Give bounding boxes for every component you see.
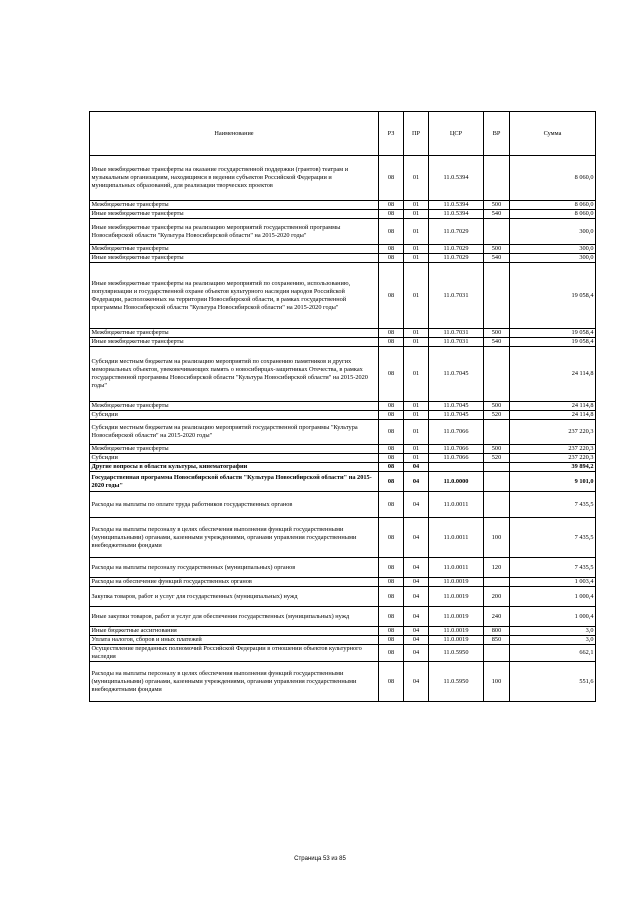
cell-name: Субсидии местным бюджетам на реализацию мероприятий по сохранению памятников и других мемориальных объектов, увековечивающих память о новосибирцах-защитниках Отечества, в рамках государственной программы Новосибирской области "Культура Новосибирской области" на 2015-2020 годы" [90, 347, 379, 402]
cell-name: Закупка товаров, работ и услуг для государственных (муниципальных) нужд [90, 587, 379, 607]
cell-rz: 08 [379, 454, 404, 463]
cell-sum: 19 058,4 [510, 329, 596, 338]
cell-pr: 04 [404, 578, 429, 587]
cell-vr [484, 578, 510, 587]
cell-name: Субсидии местным бюджетам на реализацию мероприятий государственной программы "Культура Новосибирской области" на 2015-2020 годы" [90, 420, 379, 445]
cell-name: Расходы на выплаты персоналу в целях обеспечения выполнения функций государственными (муниципальными) органами, казенными учреждениями, органами управления государственными внебюджетными фондами [90, 662, 379, 702]
cell-csr: 11.0.0019 [429, 607, 484, 627]
cell-pr: 01 [404, 156, 429, 201]
cell-pr: 04 [404, 463, 429, 472]
cell-sum: 7 435,5 [510, 518, 596, 558]
cell-rz: 08 [379, 607, 404, 627]
table-row [90, 420, 596, 445]
cell-pr: 01 [404, 411, 429, 420]
cell-pr: 01 [404, 329, 429, 338]
cell-pr: 04 [404, 662, 429, 702]
cell-sum: 19 058,4 [510, 263, 596, 329]
cell-pr: 01 [404, 445, 429, 454]
cell-csr: 11.0.0019 [429, 587, 484, 607]
cell-vr: 500 [484, 245, 510, 254]
cell-name: Осуществление переданных полномочий Российской Федерации в отношении объектов культурного наследия [90, 645, 379, 662]
cell-sum: 3,0 [510, 627, 596, 636]
cell-sum: 24 114,8 [510, 402, 596, 411]
cell-sum: 1 000,4 [510, 587, 596, 607]
cell-csr: 11.0.7029 [429, 219, 484, 245]
table-row [90, 454, 596, 463]
table-row [90, 156, 596, 201]
cell-pr: 04 [404, 492, 429, 518]
cell-name: Иные межбюджетные трансферты [90, 338, 379, 347]
cell-pr: 04 [404, 472, 429, 492]
cell-vr: 520 [484, 454, 510, 463]
table-row [90, 492, 596, 518]
cell-sum: 551,6 [510, 662, 596, 702]
cell-pr: 01 [404, 338, 429, 347]
cell-name: Государственная программа Новосибирской области "Культура Новосибирской области" на 2015-2020 годы" [90, 472, 379, 492]
page-number: Страница 53 из 85 [294, 856, 346, 862]
cell-name: Субсидии [90, 454, 379, 463]
cell-csr: 11.0.0019 [429, 627, 484, 636]
cell-vr: 540 [484, 338, 510, 347]
cell-vr: 100 [484, 662, 510, 702]
table-row [90, 338, 596, 347]
cell-csr: 11.0.7045 [429, 411, 484, 420]
table-row [90, 607, 596, 627]
cell-sum: 1 003,4 [510, 578, 596, 587]
cell-pr: 01 [404, 245, 429, 254]
cell-pr: 04 [404, 627, 429, 636]
cell-vr: 200 [484, 587, 510, 607]
cell-csr: 11.0.5950 [429, 662, 484, 702]
table-row [90, 645, 596, 662]
cell-pr: 04 [404, 636, 429, 645]
cell-rz: 08 [379, 662, 404, 702]
cell-rz: 08 [379, 156, 404, 201]
cell-csr: 11.0.0019 [429, 578, 484, 587]
cell-csr: 11.0.7066 [429, 420, 484, 445]
cell-vr: 240 [484, 607, 510, 627]
table-row [90, 347, 596, 402]
cell-vr [484, 645, 510, 662]
cell-pr: 01 [404, 254, 429, 263]
cell-sum: 300,0 [510, 219, 596, 245]
cell-vr [484, 263, 510, 329]
table-row [90, 578, 596, 587]
cell-name: Межбюджетные трансферты [90, 329, 379, 338]
cell-name: Межбюджетные трансферты [90, 402, 379, 411]
header-vr: ВР [484, 112, 510, 156]
header-rz: РЗ [379, 112, 404, 156]
cell-name: Расходы на обеспечение функций государственных органов [90, 578, 379, 587]
cell-rz: 08 [379, 636, 404, 645]
cell-rz: 08 [379, 472, 404, 492]
cell-rz: 08 [379, 245, 404, 254]
cell-csr: 11.0.0011 [429, 558, 484, 578]
cell-name: Иные межбюджетные трансферты [90, 210, 379, 219]
cell-csr: 11.0.7031 [429, 329, 484, 338]
cell-rz: 08 [379, 627, 404, 636]
cell-name: Иные закупки товаров, работ и услуг для обеспечения государственных (муниципальных) нужд [90, 607, 379, 627]
table-row [90, 210, 596, 219]
cell-pr: 01 [404, 420, 429, 445]
cell-name: Расходы на выплаты персоналу государственных (муниципальных) органов [90, 558, 379, 578]
cell-pr: 04 [404, 587, 429, 607]
cell-sum: 8 060,0 [510, 201, 596, 210]
table-row [90, 662, 596, 702]
cell-csr: 11.0.7031 [429, 263, 484, 329]
cell-sum: 9 101,0 [510, 472, 596, 492]
cell-vr [484, 463, 510, 472]
cell-csr: 11.0.7066 [429, 445, 484, 454]
cell-name: Расходы на выплаты по оплате труда работников государственных органов [90, 492, 379, 518]
cell-name: Уплата налогов, сборов и иных платежей [90, 636, 379, 645]
cell-name: Иные бюджетные ассигнования [90, 627, 379, 636]
cell-name: Другие вопросы в области культуры, кинематографии [90, 463, 379, 472]
table-row [90, 472, 596, 492]
cell-vr: 540 [484, 210, 510, 219]
cell-sum: 7 435,5 [510, 558, 596, 578]
cell-sum: 7 435,5 [510, 492, 596, 518]
cell-pr: 01 [404, 201, 429, 210]
cell-sum: 237 220,3 [510, 420, 596, 445]
cell-pr: 04 [404, 558, 429, 578]
cell-vr [484, 420, 510, 445]
cell-rz: 08 [379, 518, 404, 558]
cell-vr: 850 [484, 636, 510, 645]
cell-vr [484, 219, 510, 245]
cell-sum: 237 220,3 [510, 445, 596, 454]
cell-pr: 01 [404, 454, 429, 463]
cell-csr: 11.0.7029 [429, 254, 484, 263]
cell-csr: 11.0.0011 [429, 518, 484, 558]
table-row [90, 254, 596, 263]
cell-vr: 500 [484, 445, 510, 454]
cell-vr [484, 156, 510, 201]
cell-csr: 11.0.7066 [429, 454, 484, 463]
table-body [90, 156, 596, 702]
cell-sum: 3,0 [510, 636, 596, 645]
header-csr: ЦСР [429, 112, 484, 156]
cell-rz: 08 [379, 329, 404, 338]
cell-name: Иные межбюджетные трансферты на оказание государственной поддержки (грантов) театрам и музыкальным организациям, находящимся в ведении субъектов Российской Федерации и муниципальных образований, для реализации творческих проектов [90, 156, 379, 201]
table-row [90, 445, 596, 454]
budget-table [89, 111, 596, 702]
cell-sum: 39 894,2 [510, 463, 596, 472]
cell-vr: 800 [484, 627, 510, 636]
header-sum: Сумма [510, 112, 596, 156]
cell-csr: 11.0.0011 [429, 492, 484, 518]
cell-csr [429, 463, 484, 472]
table-row [90, 463, 596, 472]
cell-rz: 08 [379, 420, 404, 445]
cell-rz: 08 [379, 402, 404, 411]
table-row [90, 329, 596, 338]
cell-csr: 11.0.7045 [429, 402, 484, 411]
cell-sum: 24 114,8 [510, 411, 596, 420]
cell-pr: 01 [404, 263, 429, 329]
table-row [90, 558, 596, 578]
cell-rz: 08 [379, 347, 404, 402]
table-row [90, 587, 596, 607]
cell-rz: 08 [379, 492, 404, 518]
cell-csr: 11.0.7045 [429, 347, 484, 402]
cell-sum: 300,0 [510, 254, 596, 263]
cell-sum: 1 000,4 [510, 607, 596, 627]
cell-csr: 11.0.5394 [429, 156, 484, 201]
cell-sum: 19 058,4 [510, 338, 596, 347]
cell-name: Иные межбюджетные трансферты [90, 254, 379, 263]
cell-rz: 08 [379, 411, 404, 420]
cell-name: Межбюджетные трансферты [90, 245, 379, 254]
cell-vr: 520 [484, 411, 510, 420]
cell-name: Иные межбюджетные трансферты на реализацию мероприятий по сохранению, использованию, популяризации и государственной охране объектов культурного наследия народов Российской Федерации, расположенных на территории Новосибирской области, в рамках государственной программы Новосибирской области "Культура Новосибирской области" на 2015-2020 годы" [90, 263, 379, 329]
header-pr: ПР [404, 112, 429, 156]
cell-vr: 100 [484, 518, 510, 558]
cell-vr [484, 492, 510, 518]
table-row [90, 411, 596, 420]
table-row [90, 627, 596, 636]
cell-vr: 540 [484, 254, 510, 263]
cell-vr [484, 472, 510, 492]
table-row [90, 201, 596, 210]
cell-rz: 08 [379, 587, 404, 607]
table-row [90, 263, 596, 329]
cell-name: Межбюджетные трансферты [90, 445, 379, 454]
cell-vr: 500 [484, 402, 510, 411]
cell-csr: 11.0.7031 [429, 338, 484, 347]
cell-sum: 8 060,0 [510, 210, 596, 219]
cell-vr [484, 347, 510, 402]
cell-csr: 11.0.5394 [429, 210, 484, 219]
cell-rz: 08 [379, 263, 404, 329]
cell-sum: 237 220,3 [510, 454, 596, 463]
cell-rz: 08 [379, 219, 404, 245]
cell-rz: 08 [379, 645, 404, 662]
cell-name: Иные межбюджетные трансферты на реализацию мероприятий государственной программы Новосибирской области "Культура Новосибирской области" на 2015-2020 годы" [90, 219, 379, 245]
cell-vr: 500 [484, 329, 510, 338]
cell-rz: 08 [379, 463, 404, 472]
cell-name: Расходы на выплаты персоналу в целях обеспечения выполнения функций государственными (муниципальными) органами, казенными учреждениями, органами управления государственными внебюджетными фондами [90, 518, 379, 558]
cell-pr: 04 [404, 607, 429, 627]
table-row [90, 402, 596, 411]
cell-csr: 11.0.5950 [429, 645, 484, 662]
cell-csr: 11.0.5394 [429, 201, 484, 210]
cell-pr: 01 [404, 210, 429, 219]
table-header-row [90, 112, 596, 156]
cell-sum: 662,1 [510, 645, 596, 662]
cell-csr: 11.0.0000 [429, 472, 484, 492]
cell-rz: 08 [379, 578, 404, 587]
table-row [90, 245, 596, 254]
cell-name: Субсидии [90, 411, 379, 420]
table-row [90, 219, 596, 245]
table-row [90, 636, 596, 645]
cell-csr: 11.0.7029 [429, 245, 484, 254]
cell-rz: 08 [379, 254, 404, 263]
cell-rz: 08 [379, 338, 404, 347]
cell-pr: 01 [404, 402, 429, 411]
cell-sum: 300,0 [510, 245, 596, 254]
cell-vr: 500 [484, 201, 510, 210]
table-row [90, 518, 596, 558]
cell-name: Межбюджетные трансферты [90, 201, 379, 210]
cell-rz: 08 [379, 210, 404, 219]
cell-pr: 01 [404, 347, 429, 402]
cell-pr: 01 [404, 219, 429, 245]
cell-rz: 08 [379, 201, 404, 210]
cell-rz: 08 [379, 445, 404, 454]
cell-pr: 04 [404, 518, 429, 558]
cell-pr: 04 [404, 645, 429, 662]
cell-sum: 8 060,0 [510, 156, 596, 201]
header-name: Наименование [90, 112, 379, 156]
cell-sum: 24 114,8 [510, 347, 596, 402]
cell-csr: 11.0.0019 [429, 636, 484, 645]
cell-rz: 08 [379, 558, 404, 578]
cell-vr: 120 [484, 558, 510, 578]
